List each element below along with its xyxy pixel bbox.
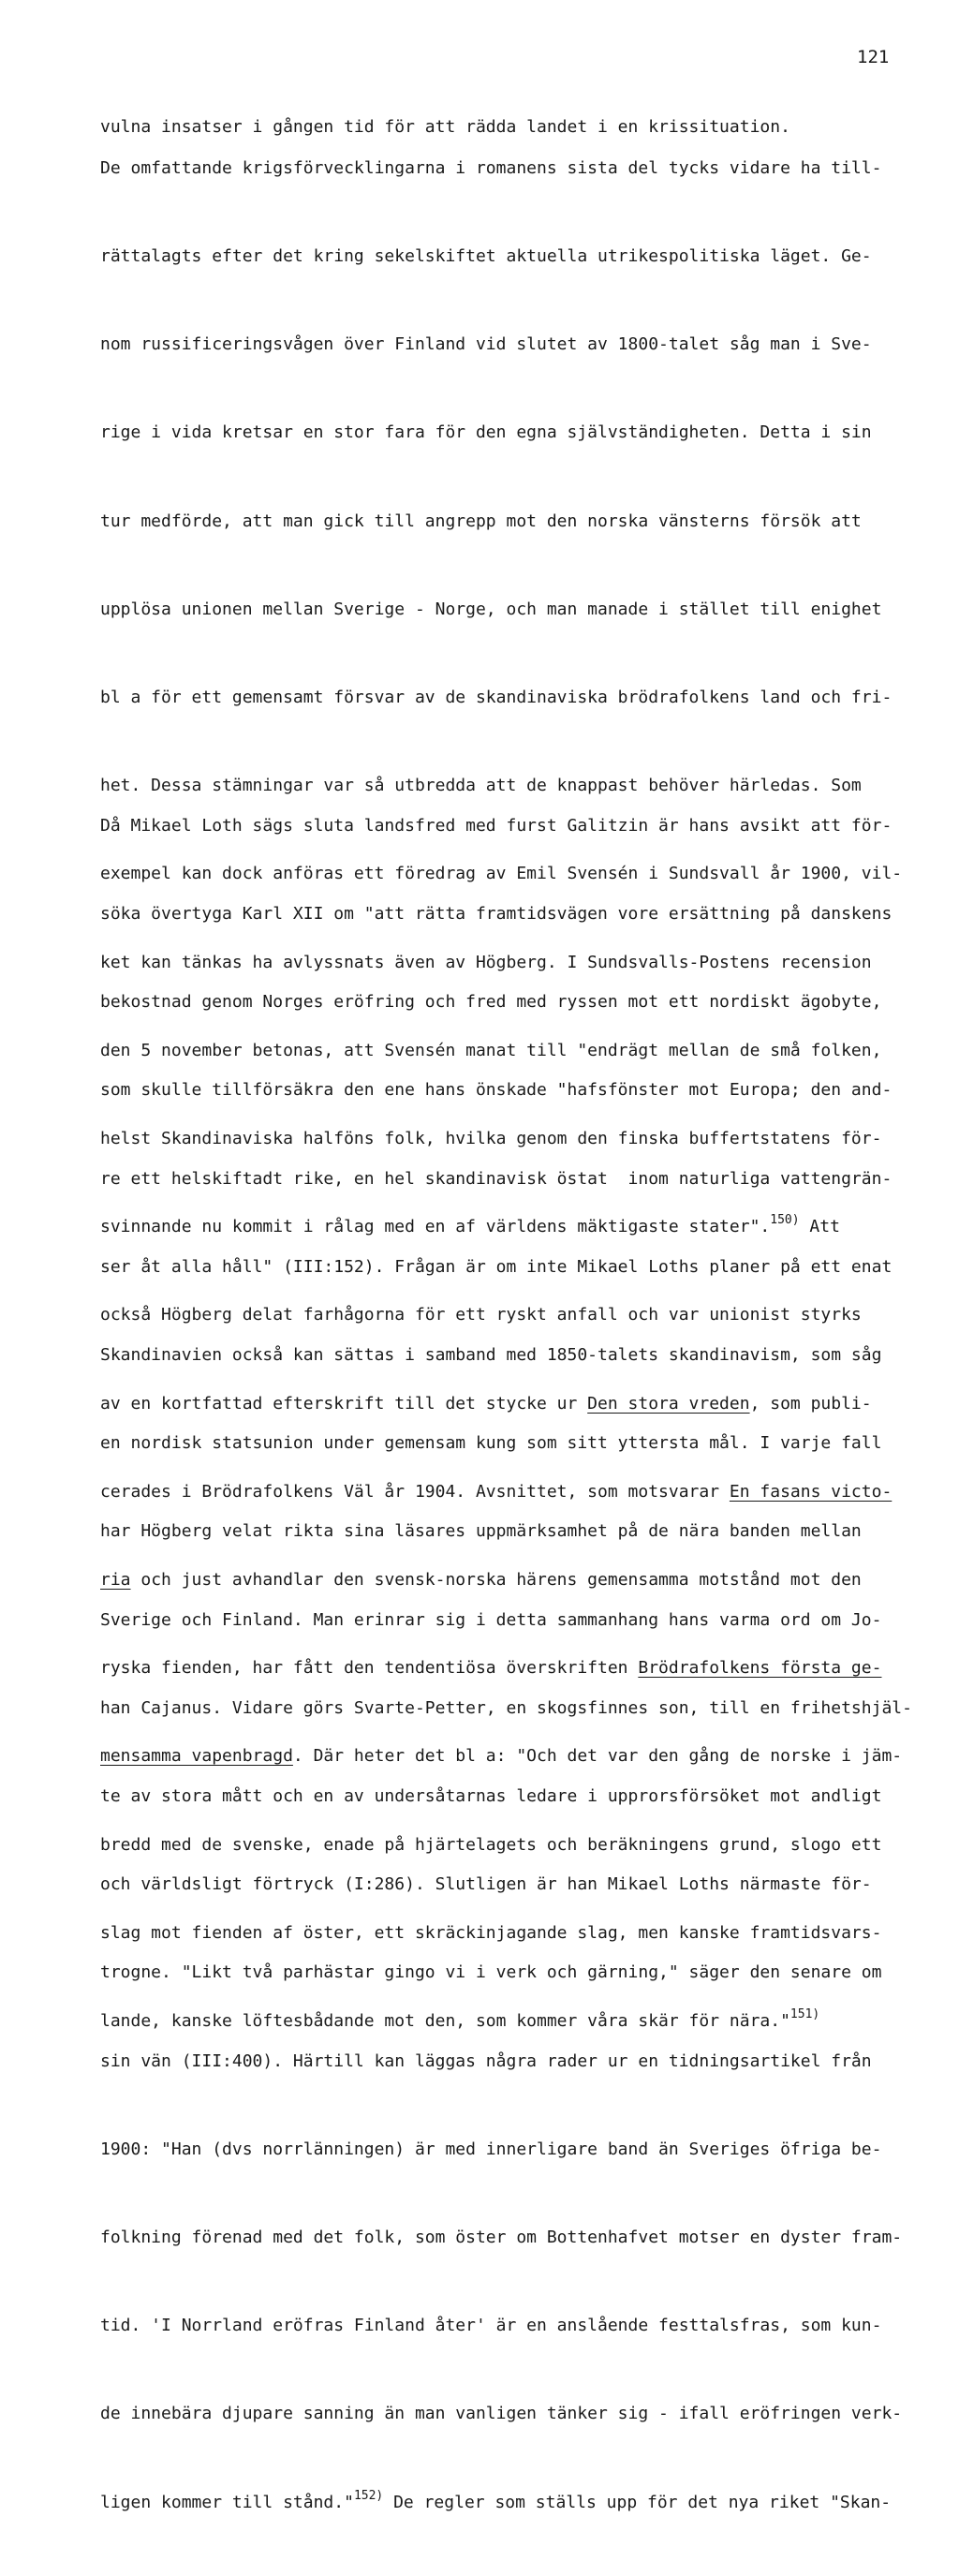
- text-line: han Cajanus. Vidare görs Svarte-Petter, en skogsfinnes son, till en frihetshjäl-: [100, 1697, 912, 1718]
- work-title: mensamma vapenbragd: [100, 1746, 293, 1767]
- text-line: ser åt alla håll" (III:152). Frågan är om inte Mikael Loths planer på ett enat: [100, 1256, 893, 1277]
- text-line: re ett helskiftadt rike, en hel skandinavisk östat inom naturliga vattengrän-: [100, 1168, 893, 1189]
- text-line: och världsligt förtryck (I:286). Slutligen är han Mikael Loths närmaste för-: [100, 1874, 872, 1895]
- text-line: helst Skandinaviska halföns folk, hvilka genom den finska buffertstatens för-: [100, 1129, 882, 1149]
- text-line: slag mot fienden af öster, ett skräckinjagande slag, men kanske framtidsvars-: [100, 1922, 882, 1943]
- line-text: cerades i Brödrafolkens Väl år 1904. Avsnittet, som motsvarar: [100, 1481, 730, 1502]
- text-line: nom russificeringsvågen över Finland vid slutet av 1800-talet såg man i Sve-: [100, 334, 872, 355]
- work-title: ria: [100, 1570, 131, 1591]
- line-text: och just avhandlar den svensk-norska härens gemensamma motstånd mot den: [130, 1570, 862, 1591]
- text-line: exempel kan dock anföras ett föredrag av Emil Svensén i Sundsvall år 1900, vil-: [100, 864, 903, 884]
- line-text: av en kortfattad efterskrift till det stycke ur: [100, 1393, 588, 1414]
- text-line: har Högberg velat rikta sina läsares uppmärksamhet på de nära banden mellan: [100, 1521, 862, 1542]
- text-line: bl a för ett gemensamt försvar av de skandinaviska brödrafolkens land och fri-: [100, 688, 893, 708]
- text-line: trogne. "Likt två parhästar gingo vi i verk och gärning," säger den senare om: [100, 1962, 882, 1983]
- text-line: vulna insatser i gången tid för att rädda landet i en krissituation.: [100, 116, 790, 137]
- line-text: svinnande nu kommit i rålag med en af världens mäktigaste stater".: [100, 1217, 771, 1237]
- footnote-ref-150: 150): [770, 1213, 800, 1228]
- text-line: bekostnad genom Norges eröfring och fred med ryssen mot ett nordiskt ägobyte,: [100, 992, 882, 1013]
- line-text: Att: [799, 1217, 840, 1237]
- text-line: sin vän (III:400). Härtill kan läggas några rader ur en tidningsartikel från: [100, 2050, 872, 2071]
- footnote-ref-152: 152): [353, 2488, 384, 2503]
- line-text: lande, kanske löftesbådande mot den, som kommer våra skär för nära.": [100, 2011, 790, 2032]
- work-title: En fasans victo-: [729, 1481, 893, 1502]
- text-line: 1900: "Han (dvs norrlänningen) är med innerligare band än Sveriges öfriga be-: [100, 2139, 882, 2159]
- footnote-ref-151: 151): [789, 2007, 820, 2022]
- text-line: den 5 november betonas, att Svensén manat till "endrägt mellan de små folken,: [100, 1040, 882, 1060]
- text-line: upplösa unionen mellan Sverige - Norge, och man manade i stället till enighet: [100, 599, 882, 619]
- line-text: , som publi-: [749, 1393, 872, 1414]
- work-title: Den stora vreden: [587, 1393, 750, 1414]
- text-line: Skandinavien också kan sättas i samband med 1850-talets skandinavism, som såg: [100, 1345, 882, 1366]
- text-line: te av stora mått och en av undersåtarnas ledare i upprorsförsöket mot andligt: [100, 1786, 882, 1807]
- text-line: de innebära djupare sanning än man vanligen tänker sig - ifall eröfringen verk-: [100, 2404, 903, 2424]
- line-text: ligen kommer till stånd.": [100, 2492, 354, 2512]
- text-line: tid. 'I Norrland eröfras Finland åter' är en anslående festtalsfras, som kun-: [100, 2316, 882, 2336]
- text-line: [100, 2488, 917, 2517]
- text-line: het. Dessa stämningar var så utbredda att de knappast behöver härledas. Som: [100, 776, 862, 796]
- text-line: Sverige och Finland. Man erinrar sig i detta sammanhang hans varma ord om Jo-: [100, 1609, 882, 1630]
- text-line: som skulle tillförsäkra den ene hans önskade "hafsfönster mot Europa; den and-: [100, 1080, 893, 1101]
- work-title: Brödrafolkens första ge-: [638, 1658, 882, 1679]
- text-line: en nordisk statsunion under gemensam kung som sitt yttersta mål. I varje fall: [100, 1433, 882, 1454]
- text-line: rige i vida kretsar en stor fara för den egna självständigheten. Detta i sin: [100, 422, 872, 443]
- line-text: ryska fienden, har fått den tendentiösa överskriften: [100, 1658, 639, 1679]
- text-line: folkning förenad med det folk, som öster om Bottenhafvet motser en dyster fram-: [100, 2228, 903, 2248]
- page-number: 121: [857, 47, 890, 67]
- text-line: De omfattande krigsförvecklingarna i romanens sista del tycks vidare ha till-: [100, 157, 882, 178]
- line-text: De regler som ställs upp för det nya riket "Skan-: [383, 2492, 892, 2512]
- text-line: Då Mikael Loth sägs sluta landsfred med furst Galitzin är hans avsikt att för-: [100, 815, 893, 836]
- text-line: söka övertyga Karl XII om "att rätta framtidsvägen vore ersättning på danskens: [100, 904, 893, 925]
- paragraph-2: [100, 752, 917, 2576]
- text-line: bredd med de svenske, enade på hjärtelagets och beräkningens grund, slogo ett: [100, 1834, 882, 1855]
- text-line: ket kan tänkas ha avlyssnats även av Högberg. I Sundsvalls-Postens recension: [100, 952, 872, 972]
- text-line: också Högberg delat farhågorna för ett ryskt anfall och var unionist styrks: [100, 1305, 862, 1325]
- text-line: tur medförde, att man gick till angrepp mot den norska vänsterns försök att: [100, 511, 862, 531]
- text-line: rättalagts efter det kring sekelskiftet aktuella utrikespolitiska läget. Ge-: [100, 246, 872, 267]
- line-text: . Där heter det bl a: "Och det var den gång de norske i jäm-: [292, 1746, 903, 1767]
